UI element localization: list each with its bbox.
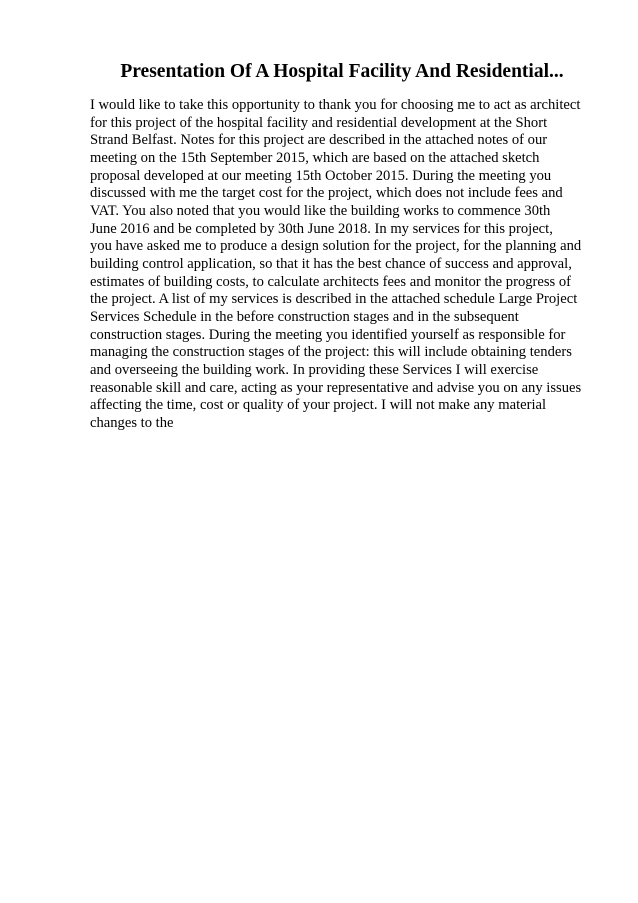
body-line: I would like to take this opportunity to thank you for choosing me to act as architect bbox=[90, 97, 581, 113]
body-line: proposal developed at our meeting 15th October 2015. During the meeting you bbox=[90, 167, 552, 184]
body-line: VAT. You also noted that you would like the building works to commence 30th bbox=[90, 202, 551, 219]
body-line: managing the construction stages of the project: this will include obtaining tenders bbox=[90, 344, 572, 361]
body-line: estimates of building costs, to calculate architects fees and monitor the progress of bbox=[90, 273, 572, 290]
body-line: and overseeing the building work. In providing these Services I will exercise bbox=[90, 361, 539, 378]
body-line: building control application, so that it has the best chance of success and approval, bbox=[90, 255, 572, 272]
page-title: Presentation Of A Hospital Facility And Residential... bbox=[120, 61, 564, 82]
body-line: for this project of the hospital facility and residential development at the Short bbox=[90, 114, 548, 131]
body-line: the project. A list of my services is described in the attached schedule Large Project bbox=[90, 291, 578, 308]
body-line: changes to the bbox=[90, 414, 174, 431]
body-line: discussed with me the target cost for the project, which does not include fees and bbox=[90, 185, 563, 202]
body-line: Strand Belfast. Notes for this project are described in the attached notes of our bbox=[90, 132, 548, 149]
body-line: construction stages. During the meeting you identified yourself as responsible for bbox=[90, 326, 566, 343]
body-line: meeting on the 15th September 2015, which are based on the attached sketch bbox=[90, 149, 540, 166]
body-paragraph bbox=[90, 97, 600, 432]
body-line: affecting the time, cost or quality of your project. I will not make any material bbox=[90, 397, 547, 414]
body-line: June 2016 and be completed by 30th June 2018. In my services for this project, bbox=[90, 220, 553, 237]
body-line: Services Schedule in the before construction stages and in the subsequent bbox=[90, 308, 519, 325]
body-line: you have asked me to produce a design solution for the project, for the planning and bbox=[90, 238, 582, 255]
body-line: reasonable skill and care, acting as your representative and advise you on any issues bbox=[90, 379, 582, 396]
